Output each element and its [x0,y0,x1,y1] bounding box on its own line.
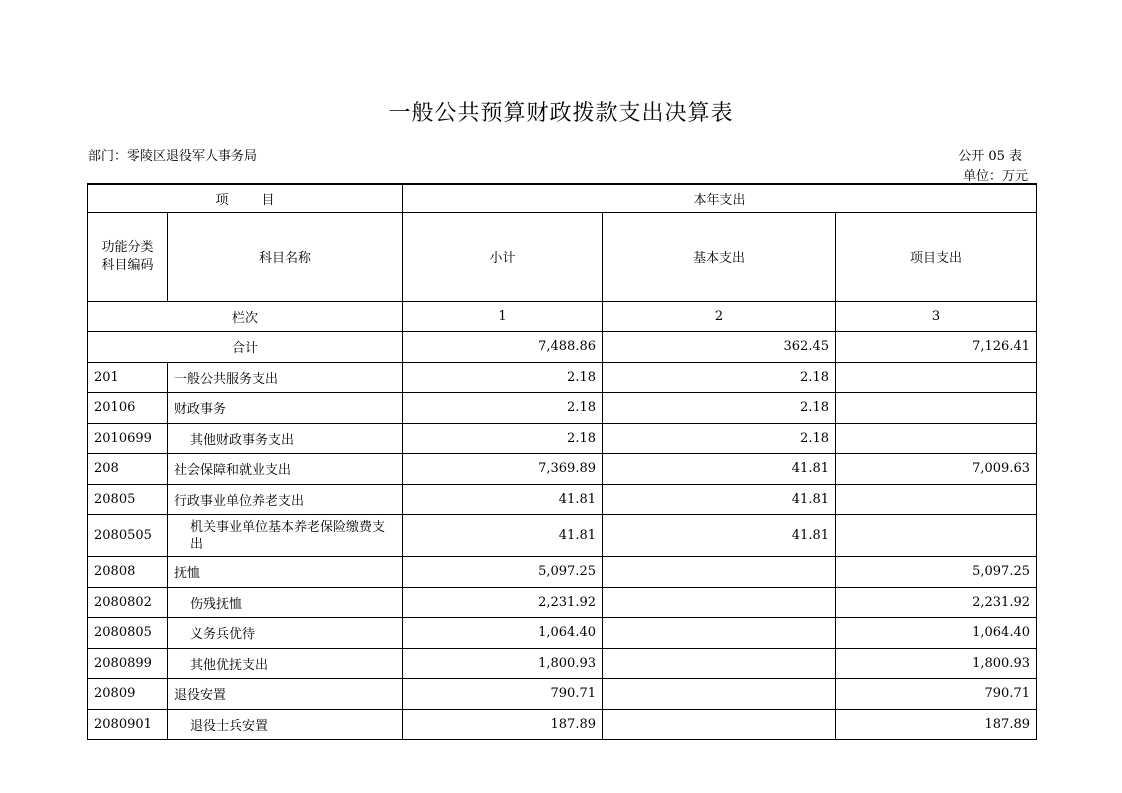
basic-value [603,618,836,649]
account-name: 伤残抚恤 [168,587,403,618]
subtotal-value: 1,800.93 [403,648,603,679]
table-row [88,423,1037,454]
header-row-2 [88,212,1037,301]
budget-table [87,183,1037,740]
project-value [836,362,1037,393]
header-code-line1: 功能分类 [101,239,154,255]
subtotal-value: 41.81 [403,515,603,557]
subtotal-value: 2.18 [403,362,603,393]
account-code: 2080805 [88,618,168,649]
account-code: 208 [88,454,168,485]
account-name: 社会保障和就业支出 [168,454,403,485]
subtotal-value: 1,064.40 [403,618,603,649]
header-basic: 基本支出 [603,212,836,301]
table-row [88,648,1037,679]
project-value [836,423,1037,454]
account-code: 2080802 [88,587,168,618]
col-index-label: 栏次 [88,301,403,332]
account-code: 20805 [88,484,168,515]
subtotal-value: 2,231.92 [403,587,603,618]
project-value: 7,009.63 [836,454,1037,485]
subtotal-value: 187.89 [403,709,603,740]
account-code: 20106 [88,393,168,424]
table-row [88,362,1037,393]
account-name: 义务兵优待 [168,618,403,649]
total-subtotal: 7,488.86 [403,332,603,363]
account-name: 其他优抚支出 [168,648,403,679]
basic-value: 41.81 [603,515,836,557]
project-value: 5,097.25 [836,557,1037,588]
department-label: 部门：零陵区退役军人事务局 [88,149,258,164]
basic-value: 2.18 [603,393,836,424]
basic-value: 41.81 [603,484,836,515]
account-name: 一般公共服务支出 [168,362,403,393]
basic-value [603,648,836,679]
header-subtotal: 小计 [403,212,603,301]
header-name: 科目名称 [168,212,403,301]
project-value: 1,800.93 [836,648,1037,679]
account-code: 201 [88,362,168,393]
page-title: 一般公共预算财政拨款支出决算表 [388,101,734,126]
account-name: 机关事业单位基本养老保险缴费支出 [168,515,403,557]
basic-value: 41.81 [603,454,836,485]
account-name: 退役安置 [168,679,403,710]
total-basic: 362.45 [603,332,836,363]
subtotal-value: 41.81 [403,484,603,515]
table-row [88,454,1037,485]
account-name: 行政事业单位养老支出 [168,484,403,515]
form-number: 公开 05 表 [958,149,1022,164]
table-row [88,587,1037,618]
basic-value: 2.18 [603,423,836,454]
subtotal-value: 5,097.25 [403,557,603,588]
total-row [88,332,1037,363]
project-value: 1,064.40 [836,618,1037,649]
project-value: 790.71 [836,679,1037,710]
account-name: 退役士兵安置 [168,709,403,740]
header-this-year: 本年支出 [403,184,1037,212]
header-row-1 [88,184,1037,212]
subtotal-value: 790.71 [403,679,603,710]
header-item: 项 目 [88,184,403,212]
basic-value [603,709,836,740]
account-code: 20808 [88,557,168,588]
total-label: 合计 [88,332,403,363]
subtotal-value: 2.18 [403,423,603,454]
total-project: 7,126.41 [836,332,1037,363]
table-row [88,618,1037,649]
table-row [88,679,1037,710]
account-code: 2080901 [88,709,168,740]
unit-label: 单位：万元 [962,169,1028,184]
project-value: 2,231.92 [836,587,1037,618]
account-code: 20809 [88,679,168,710]
table-row [88,515,1037,557]
account-code: 2010699 [88,423,168,454]
col-index-2: 2 [603,301,836,332]
basic-value [603,557,836,588]
col-index-3: 3 [836,301,1037,332]
column-index-row [88,301,1037,332]
table-row [88,557,1037,588]
project-value [836,484,1037,515]
basic-value [603,679,836,710]
table-row [88,393,1037,424]
account-code: 2080505 [88,515,168,557]
header-code [88,212,168,301]
basic-value: 2.18 [603,362,836,393]
project-value [836,515,1037,557]
col-index-1: 1 [403,301,603,332]
header-code-line2: 科目编码 [101,257,154,273]
header-project: 项目支出 [836,212,1037,301]
account-name: 抚恤 [168,557,403,588]
table-row [88,709,1037,740]
project-value: 187.89 [836,709,1037,740]
account-name: 财政事务 [168,393,403,424]
basic-value [603,587,836,618]
account-name: 其他财政事务支出 [168,423,403,454]
project-value [836,393,1037,424]
subtotal-value: 7,369.89 [403,454,603,485]
table-row [88,484,1037,515]
account-code: 2080899 [88,648,168,679]
subtotal-value: 2.18 [403,393,603,424]
